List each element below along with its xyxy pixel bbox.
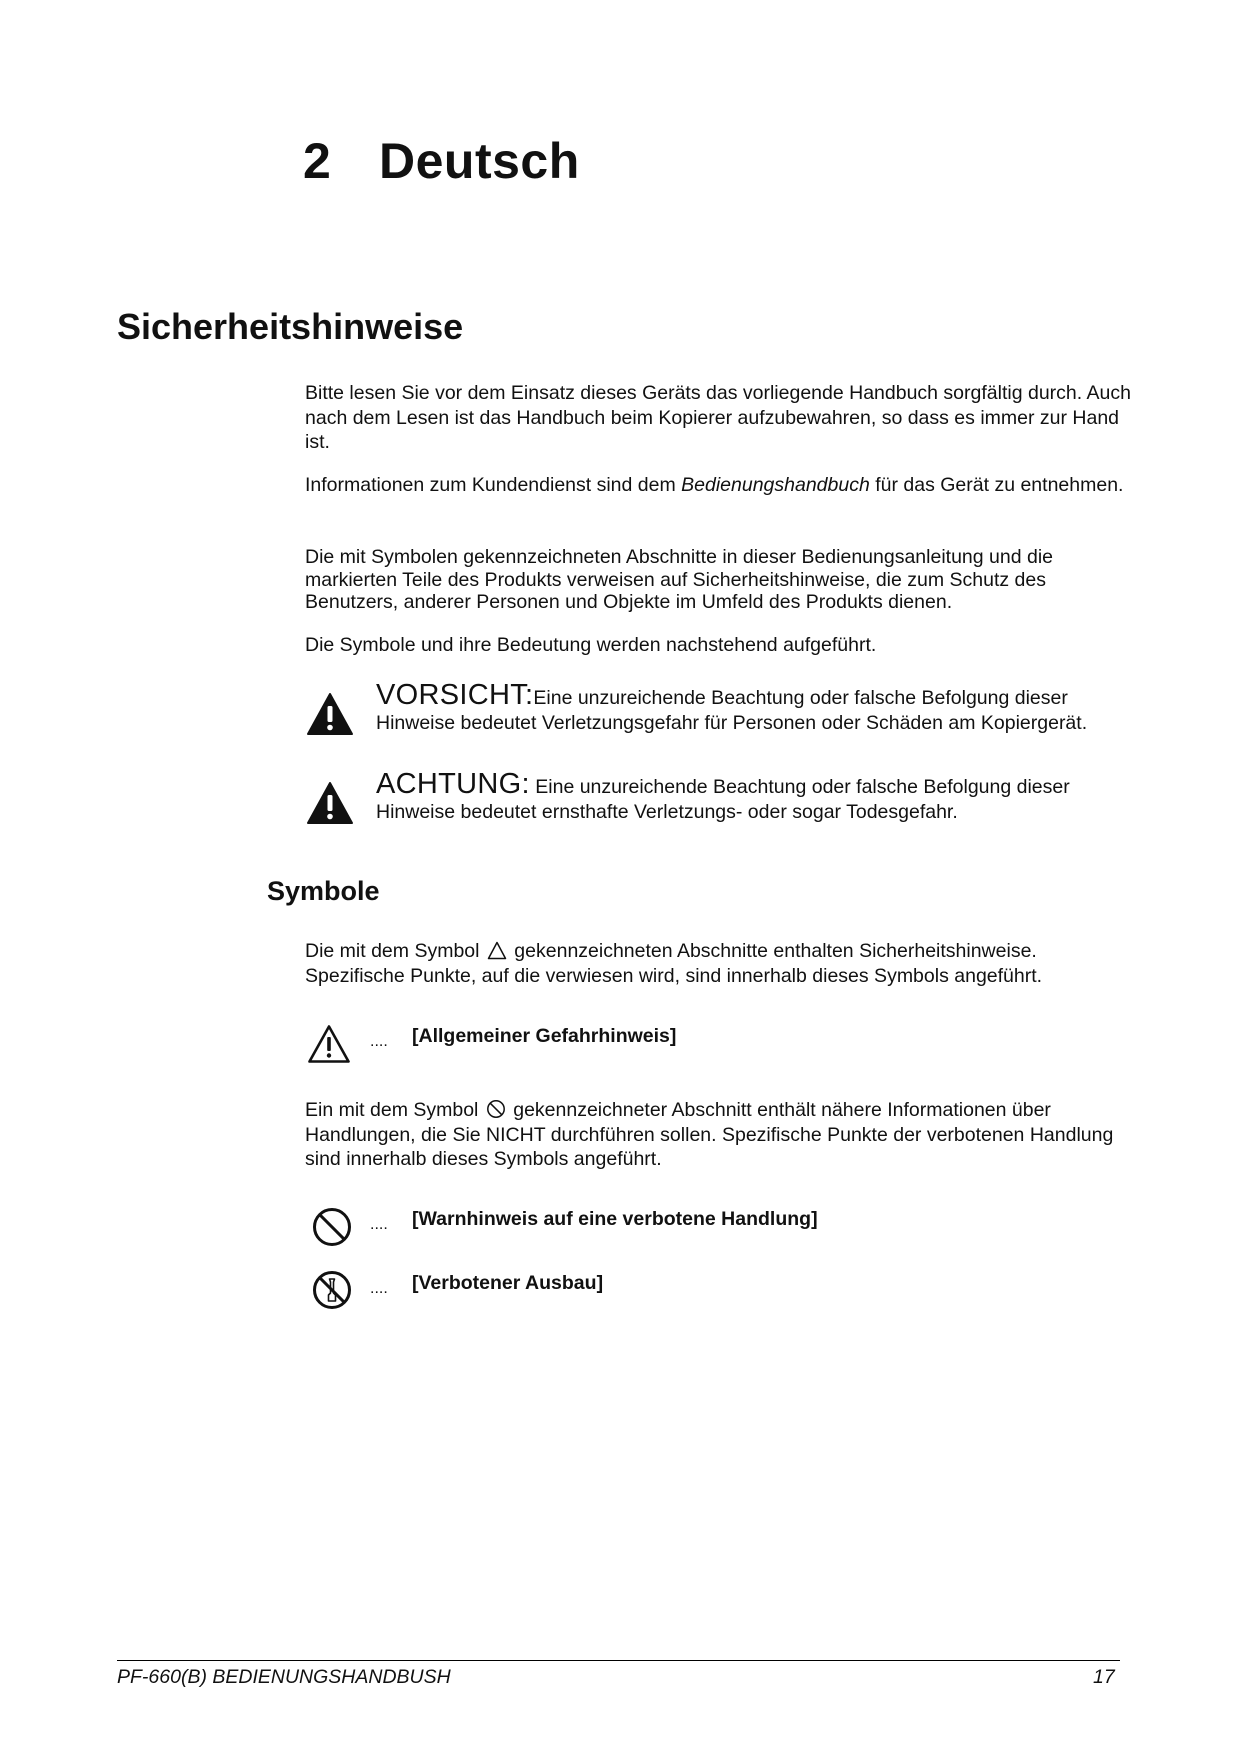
footer-divider xyxy=(117,1660,1120,1661)
warning-triangle-filled-icon xyxy=(306,692,354,736)
no-disassembly-label: [Verbotener Ausbau] xyxy=(412,1272,604,1294)
chapter-number: 2 xyxy=(303,133,332,189)
intro-paragraph-2-text-after: für das Gerät zu entnehmen. xyxy=(869,474,1124,496)
leader-dots: .... xyxy=(370,1216,388,1233)
symbols-paragraph-1-text-before: Die mit dem Symbol xyxy=(305,940,485,962)
intro-paragraph-2 xyxy=(305,473,1135,498)
symbols-heading: Symbole xyxy=(267,876,380,906)
caution-notice xyxy=(376,679,1136,736)
chapter-heading xyxy=(303,132,580,190)
page-number: 17 xyxy=(1093,1666,1115,1688)
symbols-paragraph-1 xyxy=(305,939,1135,988)
symbols-paragraph-1-text-after: gekennzeichneten Abschnitte enthalten Sicherheitshinweise. Spezifische Punkte, auf die verwiesen wird, sind innerhalb dieses Symbols angeführt. xyxy=(305,940,1043,987)
warning-triangle-filled-icon xyxy=(306,781,354,825)
intro-paragraph-2-text-before: Informationen zum Kundendienst sind dem xyxy=(305,474,682,496)
section-title: Sicherheitshinweise xyxy=(117,306,464,347)
caution-text: Eine unzureichende Beachtung oder falsche Befolgung dieser Hinweise bedeutet Verletzungsgefahr für Personen oder Schäden am Kopiergerät. xyxy=(376,687,1088,734)
chapter-title: Deutsch xyxy=(379,133,580,189)
general-hazard-label: [Allgemeiner Gefahrhinweis] xyxy=(412,1025,677,1047)
warning-triangle-outline-icon xyxy=(307,1024,351,1064)
symbols-paragraph-2-text-before: Ein mit dem Symbol xyxy=(305,1099,484,1121)
warning-signal-word: ACHTUNG: xyxy=(376,768,530,800)
prohibition-circle-icon xyxy=(312,1207,352,1247)
leader-dots: .... xyxy=(370,1033,388,1050)
symbols-paragraph-2-text-after: gekennzeichneter Abschnitt enthält nähere Informationen über Handlungen, die Sie NICHT durchführen sollen. Spezifische Punkte der verbotenen Handlung sind innerhalb dieses Symbols angeführt. xyxy=(305,1099,1114,1170)
no-disassembly-icon xyxy=(312,1270,352,1310)
prohibited-action-label: [Warnhinweis auf eine verbotene Handlung] xyxy=(412,1208,818,1230)
caution-signal-word: VORSICHT: xyxy=(376,679,534,711)
symbols-paragraph-2 xyxy=(305,1098,1135,1172)
prohibition-circle-icon xyxy=(486,1099,506,1119)
warning-notice xyxy=(376,768,1136,825)
intro-paragraph-3: Die mit Symbolen gekennzeichneten Abschnitte in dieser Bedienungsanleitung und die markierten Teile des Produkts verweisen auf Sicherheitshinweise, die zum Schutz des Benutzers, anderer Personen und Objekte im Umfeld des Produkts dienen. xyxy=(305,546,1053,613)
intro-paragraph-1: Bitte lesen Sie vor dem Einsatz dieses Geräts das vorliegende Handbuch sorgfältig durch. Auch nach dem Lesen ist das Handbuch beim Kopierer aufzubewahren, so dass es immer zur Hand ist. xyxy=(305,382,1131,453)
warning-text: Eine unzureichende Beachtung oder falsche Befolgung dieser Hinweise bedeutet ernsthafte Verletzungs- oder sogar Todesgefahr. xyxy=(376,776,1070,823)
warning-triangle-outline-icon xyxy=(487,941,507,960)
manual-reference: Bedienungshandbuch xyxy=(681,474,870,496)
footer-manual-title: PF-660(B) BEDIENUNGSHANDBUSH xyxy=(117,1666,451,1688)
intro-paragraph-4: Die Symbole und ihre Bedeutung werden nachstehend aufgeführt. xyxy=(305,634,877,656)
leader-dots: .... xyxy=(370,1280,388,1297)
